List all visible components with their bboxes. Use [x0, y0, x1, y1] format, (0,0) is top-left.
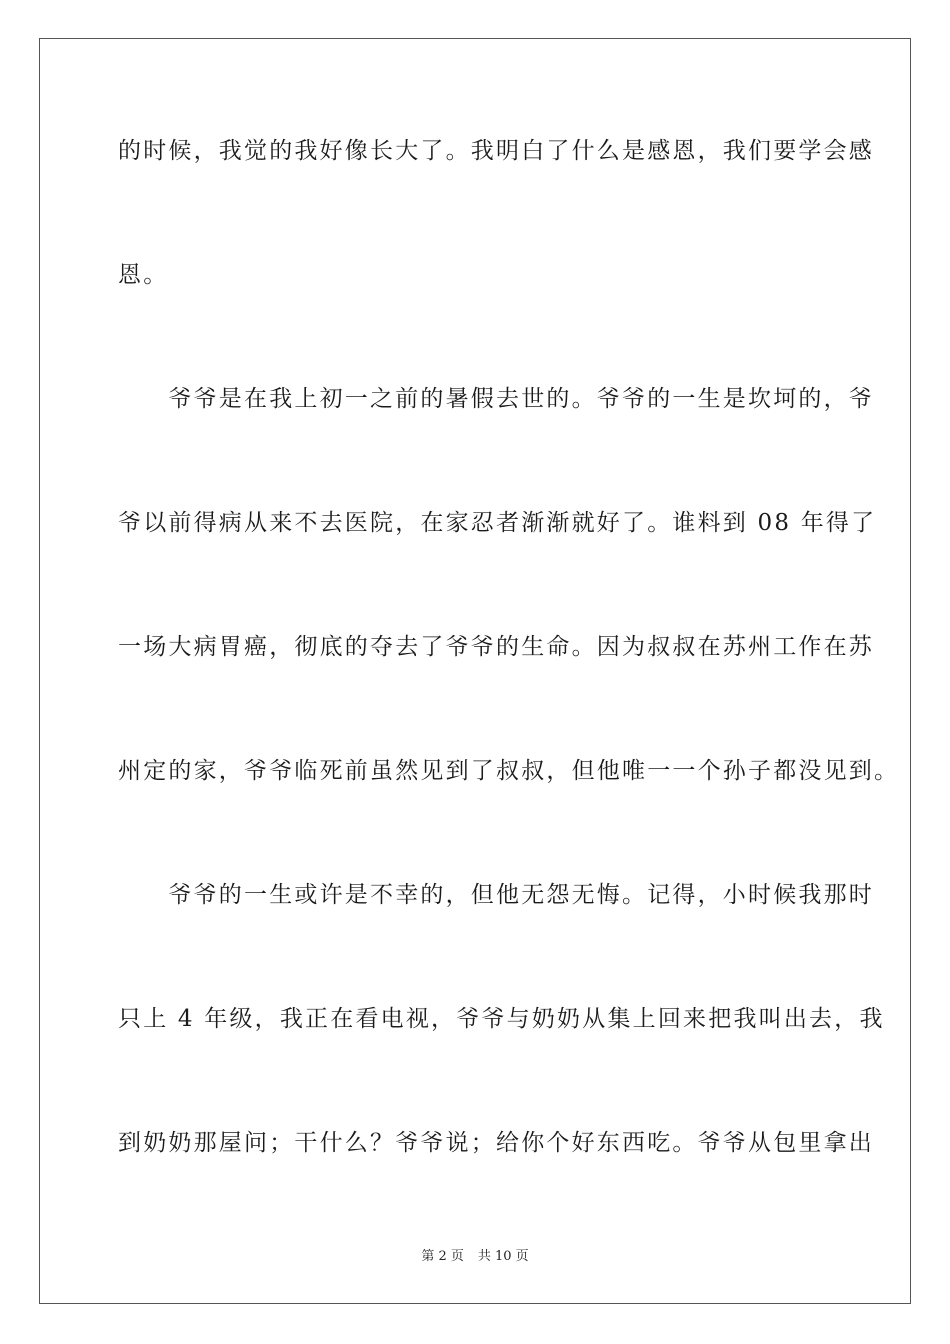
text-line-4: 爷以前得病从来不去医院，在家忍者渐渐就好了。谁料到 08 年得了	[118, 510, 877, 536]
text-line-1: 的时候，我觉的我好像长大了。我明白了什么是感恩，我们要学会感	[118, 138, 874, 164]
text-line-7: 爷爷的一生或许是不幸的，但他无怨无悔。记得，小时候我那时	[118, 882, 874, 908]
text-line-6: 州定的家，爷爷临死前虽然见到了叔叔，但他唯一一个孙子都没见到。	[118, 758, 900, 784]
page-border	[39, 38, 911, 1304]
text-line-2: 恩。	[118, 262, 169, 288]
page-number: 第 2 页	[421, 1249, 464, 1264]
text-line-8: 只上 4 年级，我正在看电视，爷爷与奶奶从集上回来把我叫出去，我	[118, 1006, 885, 1032]
text-line-9: 到奶奶那屋问；干什么？爷爷说；给你个好东西吃。爷爷从包里拿出	[118, 1130, 874, 1156]
text-line-5: 一场大病胃癌，彻底的夺去了爷爷的生命。因为叔叔在苏州工作在苏	[118, 634, 874, 660]
text-line-3: 爷爷是在我上初一之前的暑假去世的。爷爷的一生是坎坷的，爷	[118, 386, 874, 412]
page-footer	[0, 1248, 950, 1266]
page-total: 共 10 页	[477, 1249, 529, 1264]
